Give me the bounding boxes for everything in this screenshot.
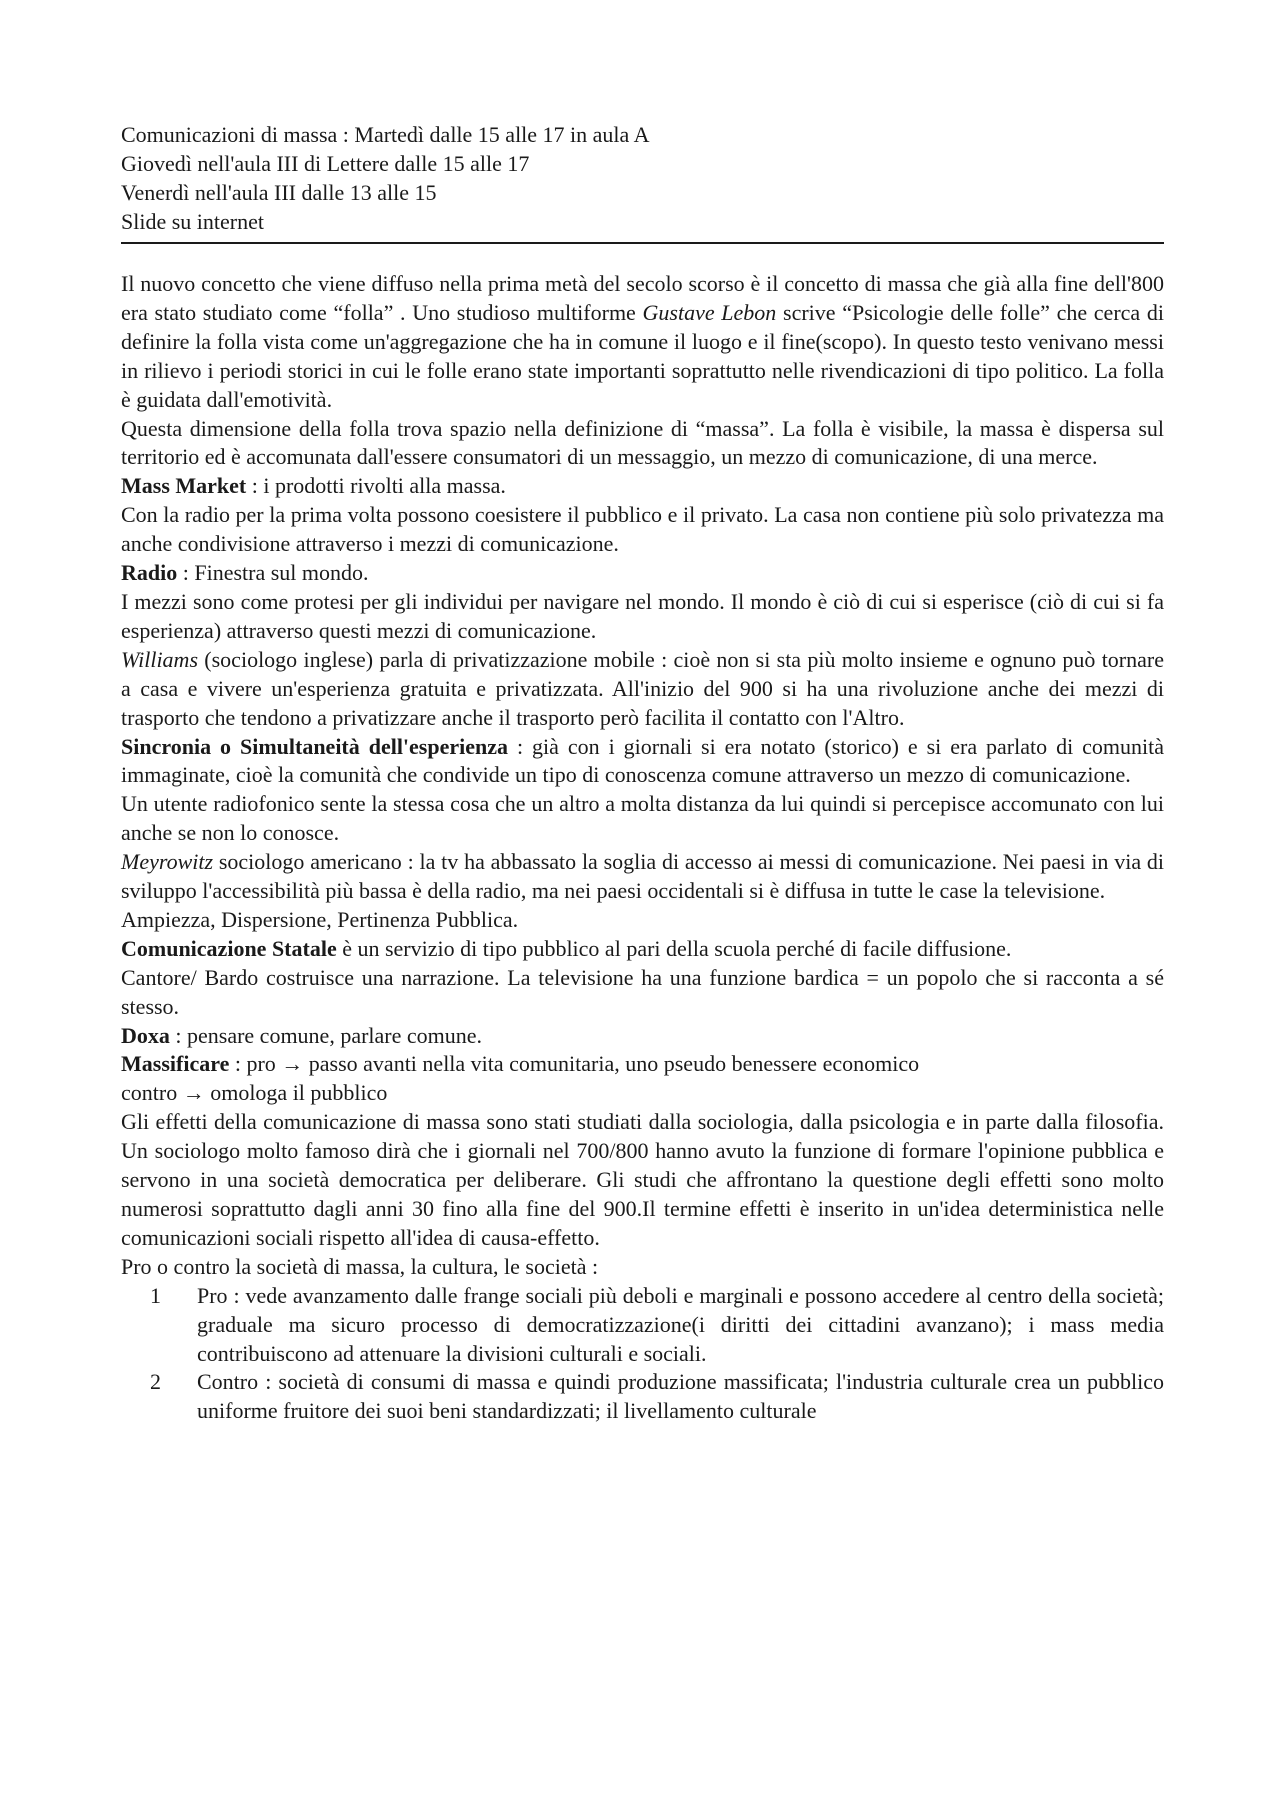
list-item [121, 1282, 1164, 1369]
paragraph: Con la radio per la prima volta possono coesistere il pubblico e il privato. La casa non contiene più solo privatezza ma anche condivisione attraverso i mezzi di comunicazione. [121, 502, 1164, 557]
definition-term: Doxa [121, 1022, 170, 1048]
author-name: Williams [121, 646, 199, 672]
paragraph: Gli effetti della comunicazione di massa sono stati studiati dalla sociologia, dalla psicologia e in parte dalla filosofia. Un sociologo molto famoso dirà che i giornali nel 700/800 hanno avuto la funzione di formare l'opinione pubblica e servono in una società democratica per deliberare. Gli studi che affrontano la questione degli effetti sono molto numerosi soprattutto dagli anni 30 fino alla fine del 900.Il termine effetti è inserito in un'idea deterministica nelle comunicazioni sociali rispetto all'idea di causa-effetto. [121, 1109, 1164, 1250]
paragraph: Un utente radiofonico sente la stessa cosa che un altro a molta distanza da lui quindi si percepisce accomunato con lui anche se non lo conosce. [121, 791, 1164, 846]
definition-paragraph: Radio : Finestra sul mondo. [121, 560, 369, 586]
author-name: Meyrowitz [121, 849, 214, 875]
paragraph-line: contro → omologa il pubblico [121, 1080, 388, 1106]
paragraph: Il nuovo concetto che viene diffuso nella prima metà del secolo scorso è il concetto di massa che già alla fine dell'800 era stato studiato come “folla” . Uno studioso multiforme Gustave Lebon scrive “Psicologie delle folle” che cerca di definire la folla vista come un'aggregazione che ha in comune il luogo e il fine(scopo). In questo testo venivano messi in rilievo i periodi storici in cui le folle erano state importanti soprattutto nelle rivendicazioni di tipo politico. La folla è guidata dall'emotività. [121, 271, 1164, 412]
list-item [121, 1368, 1164, 1426]
course-schedule-header [121, 120, 1164, 244]
pro-contro-list [121, 1282, 1164, 1427]
paragraph: Pro o contro la società di massa, la cultura, le società : [121, 1253, 599, 1279]
document-body [121, 270, 1164, 1426]
paragraph: Meyrowitz sociologo americano : la tv ha abbassato la soglia di accesso ai messi di comunicazione. Nei paesi in via di sviluppo l'accessibilità più bassa è della radio, ma nei paesi occidentali si è diffusa in tutte le case la televisione. [121, 849, 1164, 904]
document-page [121, 120, 1164, 1426]
definition-term: Radio [121, 560, 178, 586]
definition-term: Massificare [121, 1051, 230, 1077]
definition-paragraph: Sincronia o Simultaneità dell'esperienza : già con i giornali si era notato (storico) e si era parlato di comunità immaginate, cioè la comunità che condivide un tipo di conoscenza comune attraverso un mezzo di comunicazione. [121, 733, 1164, 788]
schedule-line: Comunicazioni di massa : Martedì dalle 15 alle 17 in aula A [121, 122, 650, 147]
definition-paragraph: Mass Market : i prodotti rivolti alla massa. [121, 473, 506, 499]
list-number: 1 [150, 1282, 161, 1308]
definition-term: Comunicazione Statale [121, 935, 337, 961]
definition-paragraph: Comunicazione Statale è un servizio di tipo pubblico al pari della scuola perché di facile diffusione. [121, 935, 1012, 961]
schedule-line: Slide su internet [121, 209, 264, 234]
paragraph: Cantore/ Bardo costruisce una narrazione. La televisione ha una funzione bardica = un popolo che si racconta a sé stesso. [121, 964, 1164, 1019]
definition-paragraph: Doxa : pensare comune, parlare comune. [121, 1022, 483, 1048]
author-name: Gustave Lebon [642, 299, 777, 325]
paragraph: Williams (sociologo inglese) parla di privatizzazione mobile : cioè non si sta più molto insieme e ognuno può tornare a casa e vivere un'esperienza gratuita e privatizzata. All'inizio del 900 si ha una rivoluzione anche dei mezzi di trasporto che tendono a privatizzare anche il trasporto però facilita il contatto con l'Altro. [121, 646, 1164, 730]
paragraph: I mezzi sono come protesi per gli individui per navigare nel mondo. Il mondo è ciò di cui si esperisce (ciò di cui si fa esperienza) attraverso questi mezzi di comunicazione. [121, 588, 1164, 643]
definition-term: Sincronia o Simultaneità dell'esperienza [121, 733, 509, 759]
list-text: Contro : società di consumi di massa e quindi produzione massificata; l'industria culturale crea un pubblico uniforme fruitore dei suoi beni standardizzati; il livellamento culturale [197, 1369, 1164, 1424]
list-text: Pro : vede avanzamento dalle frange sociali più deboli e marginali e possono accedere al centro della società; graduale ma sicuro processo di democratizzazione(i diritti dei cittadini avanzano); i mass media contribuiscono ad attenuare la divisioni culturali e sociali. [197, 1282, 1164, 1366]
paragraph: Ampiezza, Dispersione, Pertinenza Pubblica. [121, 906, 519, 932]
definition-paragraph: Massificare : pro → passo avanti nella vita comunitaria, uno pseudo benessere economico [121, 1051, 920, 1077]
definition-term: Mass Market [121, 473, 247, 499]
list-number: 2 [150, 1369, 161, 1395]
paragraph: Questa dimensione della folla trova spazio nella definizione di “massa”. La folla è visibile, la massa è dispersa sul territorio ed è accomunata dall'essere consumatori di un messaggio, un mezzo di comunicazione, di una merce. [121, 415, 1164, 470]
schedule-line: Venerdì nell'aula III dalle 13 alle 15 [121, 180, 437, 205]
schedule-line: Giovedì nell'aula III di Lettere dalle 15 alle 17 [121, 151, 530, 176]
